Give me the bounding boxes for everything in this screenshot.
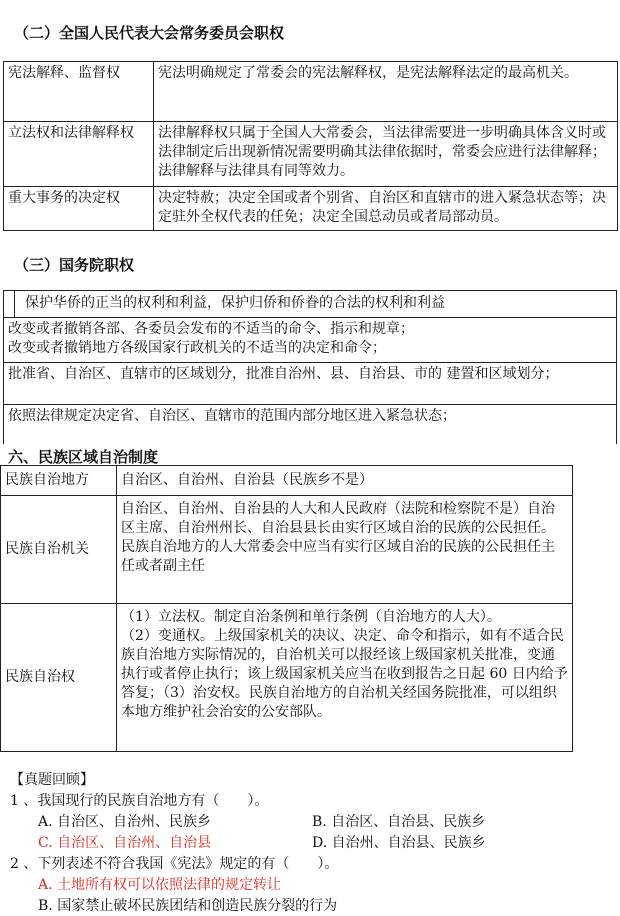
ethnic-autonomy-table (0, 465, 573, 752)
table-row (4, 187, 618, 231)
section-6-heading: 六、民族区域自治制度 (8, 448, 159, 466)
review-heading: 【真题回顾】 (10, 772, 94, 788)
row-label: 民族自治权 (1, 604, 117, 752)
row-content: 宪法明确规定了常委会的宪法解释权，是宪法解释法定的最高机关。 (154, 62, 618, 122)
row-label: 重大事务的决定权 (4, 187, 154, 231)
row-label: 立法权和法律解释权 (4, 122, 154, 187)
row-label: 民族自治地方 (1, 466, 117, 496)
npc-standing-committee-table (3, 61, 618, 231)
question-2-option-b: B. 国家禁止破坏民族团结和创造民族分裂的行为 (38, 898, 338, 914)
section-2-heading: （二）全国人民代表大会常务委员会职权 (14, 24, 285, 42)
question-2-stem: 2 、下列表述不符合我国《宪法》规定的有（ ）。 (10, 856, 339, 872)
row-content: 决定特赦；决定全国或者个别省、自治区和直辖市的进入紧急状态等；决定驻外全权代表的任免；决定全国总动员或者局部动员。 (154, 187, 618, 231)
question-1-option-c-answer: C. 自治区、自治州、自治县 (38, 835, 212, 851)
table-row (4, 62, 618, 122)
table-row (1, 496, 573, 604)
row-content: 自治区、自治州、自治县的人大和人民政府（法院和检察院不是）自治区主席、自治州州长、自治县县长由实行区域自治的民族的公民担任。 民族自治地方的人大常委会中应当有实行区域自治的民族的公民担任主任或者副主任 (117, 496, 573, 604)
question-1-option-d: D. 自治州、自治县、民族乡 (312, 835, 486, 851)
state-council-item: 依照法律规定决定省、自治区、直辖市的范围内部分地区进入紧急状态； (8, 408, 456, 424)
row-content: （1）立法权。制定自治条例和单行条例（自治地方的人大）。 （2）变通权。上级国家机关的决议、决定、命令和指示，如有不适合民族自治地方实际情况的，自治机关可以报经该上级国家机关批准，变通执行或者停止执行；该上级国家机关应当在收到报告之日起 60 日内给予答复；（3）治安权。民族自治地方的自治机关经国务院批准，可以组织本地方维护社会治安的公安部队。 (117, 604, 573, 752)
table-row (4, 122, 618, 187)
state-council-item: 批准省、自治区、直辖市的区域划分，批准自治州、县、自治县、市的 建置和区域划分； (3, 363, 617, 405)
question-1-option-a: A. 自治区、自治州、民族乡 (38, 814, 212, 830)
state-council-item: 改变或者撤销各部、各委员会发布的不适当的命令、指示和规章； 改变或者撤销地方各级国家行政机关的不适当的决定和命令； (3, 318, 617, 363)
table-row (1, 466, 573, 496)
state-council-item: 保护华侨的正当的权利和利益，保护归侨和侨眷的合法的权利和利益 (3, 292, 617, 318)
row-content: 自治区、自治州、自治县（民族乡不是） (117, 466, 573, 496)
row-content: 法律解释权只属于全国人大常委会，当法律需要进一步明确具体含义时或法律制定后出现新情况需要明确其法律依据时，常委会应进行法律解释；法律解释与法律具有同等效力。 (154, 122, 618, 187)
table-row (1, 604, 573, 752)
section-3-heading: （三）国务院职权 (14, 256, 135, 274)
question-1-stem: 1 、我国现行的民族自治地方有（ ）。 (10, 793, 269, 809)
question-2-option-a-answer: A. 土地所有权可以依照法律的规定转让 (38, 877, 282, 893)
row-label: 宪法解释、监督权 (4, 62, 154, 122)
row-label: 民族自治机关 (1, 496, 117, 604)
question-1-option-b: B. 自治区、自治县、民族乡 (312, 814, 486, 830)
